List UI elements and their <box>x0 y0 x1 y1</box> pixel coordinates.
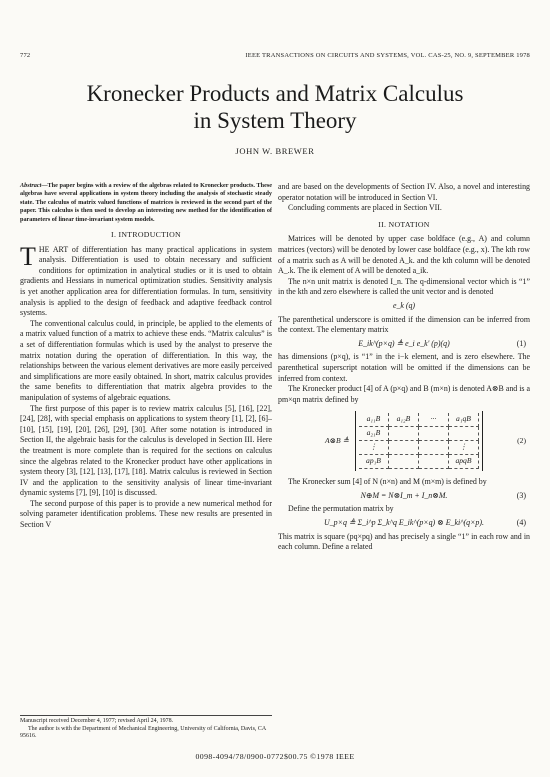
right-column <box>278 182 530 553</box>
equation-unit-vector: e_k (q) <box>392 300 416 310</box>
title-line-2: in System Theory <box>193 108 357 133</box>
matrix-block-cell: a₁₂B <box>389 413 419 427</box>
notation-paragraph-4: has dimensions (p×q), is “1” in the i−k element, and is zero elsewhere. The parenthetical superscript notation will be omitted if the dimensions can be inferred from context. <box>278 352 530 383</box>
abstract <box>20 182 272 224</box>
matrix-block-cell <box>389 455 419 469</box>
equation-1: E_ik^(p×q) ≜ e_i e_k' (p)(q) (1) <box>358 338 526 348</box>
matrix-block-cell <box>419 441 449 455</box>
notation-paragraph-5: The Kronecker product [4] of A (p×q) and B (m×n) is denoted A⊗B and is a pm×qn matrix defined by <box>278 384 530 404</box>
section-heading-notation: II. NOTATION <box>378 219 430 229</box>
notation-paragraph-3: The parenthetical underscore is omitted if the dimension can be inferred from the context. The elementary matrix <box>278 314 530 335</box>
equation-2-lhs: A⊗B ≜ <box>325 435 349 445</box>
drop-cap: T <box>20 241 36 271</box>
matrix-block-cell: ap₁B <box>359 455 389 469</box>
matrix-block-cell <box>449 427 479 441</box>
kronecker-block-matrix <box>355 411 483 471</box>
matrix-block-cell: a₁qB <box>449 413 479 427</box>
notation-paragraph-1: Matrices will be denoted by upper case boldface (e.g., A) and column matrices (vectors) will be denoted by lower case boldface (e.g., x). The kth row of a matrix such as A will be denoted A_k. and the kth column will be denoted A_.k. The ik element of A will be denoted a_ik. <box>278 234 530 276</box>
equation-2-number: (2) <box>517 435 526 445</box>
page-number: 772 <box>20 52 31 59</box>
footnote <box>20 715 272 741</box>
matrix-block-cell <box>389 441 419 455</box>
abstract-label: Abstract <box>20 182 42 189</box>
intro-paragraph-2: The conventional calculus could, in principle, be applied to the elements of a matrix valued function of a matrix to achieve these ends. “Matrix calculus” is a set of differentiation formulas which is used by the analyst to preserve the matrix notation during the operation of differentiation. In this way, the relationships between the various element derivatives are more easily perceived and simplifications are more easily obtained. In short, matrix calculus provides the same benefits to differentiation that matrix algebra provides to the manipulation of systems of algebraic equations. <box>20 318 272 402</box>
matrix-block-cell <box>419 427 449 441</box>
notation-paragraph-2: The n×n unit matrix is denoted I_n. The q-dimensional vector which is “1” in the kth and zero elsewhere is called the unit vector and is denoted <box>278 276 530 297</box>
notation-paragraph-6: The Kronecker sum [4] of N (n×n) and M (m×m) is defined by <box>288 477 487 487</box>
footnote-received: Manuscript received December 4, 1977; revised April 24, 1978. <box>20 718 174 724</box>
title-line-1: Kronecker Products and Matrix Calculus <box>86 81 464 106</box>
matrix-block-cell: ⋮ <box>359 441 389 455</box>
equation-4: U_p×q ≜ Σ_i^p Σ_k^q E_ik^(p×q) ⊗ E_ki^(q×p). (4) <box>324 518 526 528</box>
matrix-block-cell: apqB <box>449 455 479 469</box>
abstract-text: —The paper begins with a review of the algebras related to Kronecker products. These algebras have several applications in system theory including the analysis of stochastic steady state. The calculus of matrix valued functions of matrices is reviewed in the second part of the paper. This calculus is then used to develop an interesting new method for the identification of parameters of linear time-invariant system models. <box>20 182 272 223</box>
matrix-block-cell: a₂₁B <box>359 427 389 441</box>
matrix-block-cell <box>419 455 449 469</box>
matrix-block-cell <box>389 427 419 441</box>
section-heading-introduction: I. INTRODUCTION <box>111 230 181 240</box>
equation-1-number: (1) <box>516 338 526 348</box>
paper-title <box>0 80 550 134</box>
notation-paragraph-8: This matrix is square (pq×pq) and has precisely a single “1” in each row and in each column. Define a related <box>278 531 530 552</box>
equation-2-kronecker-product <box>278 411 530 471</box>
intro-paragraph-3: The first purpose of this paper is to review matrix calculus [5], [16], [22], [24], [28], with special emphasis on applications to system theory [1], [2], [6]–[10], [15], [19], [20], [26], [29], [30]. After some notation is introduced in Section II, the algebraic basis for the calculus is developed in Section III. Here the treatment is more complete than is required for the sections on calculus since the algebras related to the Kronecker product have other applications in system theory [3], [12], [13], [17], [18]. Matrix calculus is reviewed in Section IV and the application to the sensitivity analysis of linear time-invariant dynamic systems [7], [9], [10] is discussed. <box>20 403 272 498</box>
left-column <box>20 182 272 531</box>
matrix-block-cell: a₁₁B <box>359 413 389 427</box>
author-name: JOHN W. BREWER <box>235 146 315 156</box>
matrix-block-cell: ··· <box>419 413 449 427</box>
footnote-affiliation: The author is with the Department of Mechanical Engineering, University of California, Davis, CA 95616. <box>20 725 266 739</box>
right-paragraph-conclusion: Concluding comments are placed in Section VII. <box>288 203 442 213</box>
copyright-line: 0098-4094/78/0900-0772$00.75 ©1978 IEEE <box>195 752 355 761</box>
notation-paragraph-7: Define the permutation matrix by <box>288 504 394 514</box>
journal-header: IEEE TRANSACTIONS ON CIRCUITS AND SYSTEMS, VOL. CAS-25, NO. 9, SEPTEMBER 1978 <box>245 52 530 59</box>
matrix-block-cell: ⋮ <box>449 441 479 455</box>
equation-3-number: (3) <box>516 490 526 500</box>
intro-paragraph-1: THE ART of differentiation has many practical applications in system analysis. Differentiation is used to obtain necessary and sufficient conditions for optimization in analytical studies or it is used to obtain gradients and Hessians in numerical optimization studies. Sensitivity analysis is yet another application area for differentiation formulas. In turn, sensitivity analysis is applied to the design of feedback and adaptive feedback control systems. <box>20 241 272 318</box>
right-paragraph-continued: and are based on the developments of Section IV. Also, a novel and interesting operator notation will be introduced in Section VI. <box>278 182 530 202</box>
equation-3: N⊕M = N⊗I_m + I_n⊗M. (3) <box>360 490 526 500</box>
intro-paragraph-4: The second purpose of this paper is to provide a new numerical method for solving parameter identification problems. These new results are presented in Section V <box>20 498 272 530</box>
equation-4-number: (4) <box>516 518 526 528</box>
